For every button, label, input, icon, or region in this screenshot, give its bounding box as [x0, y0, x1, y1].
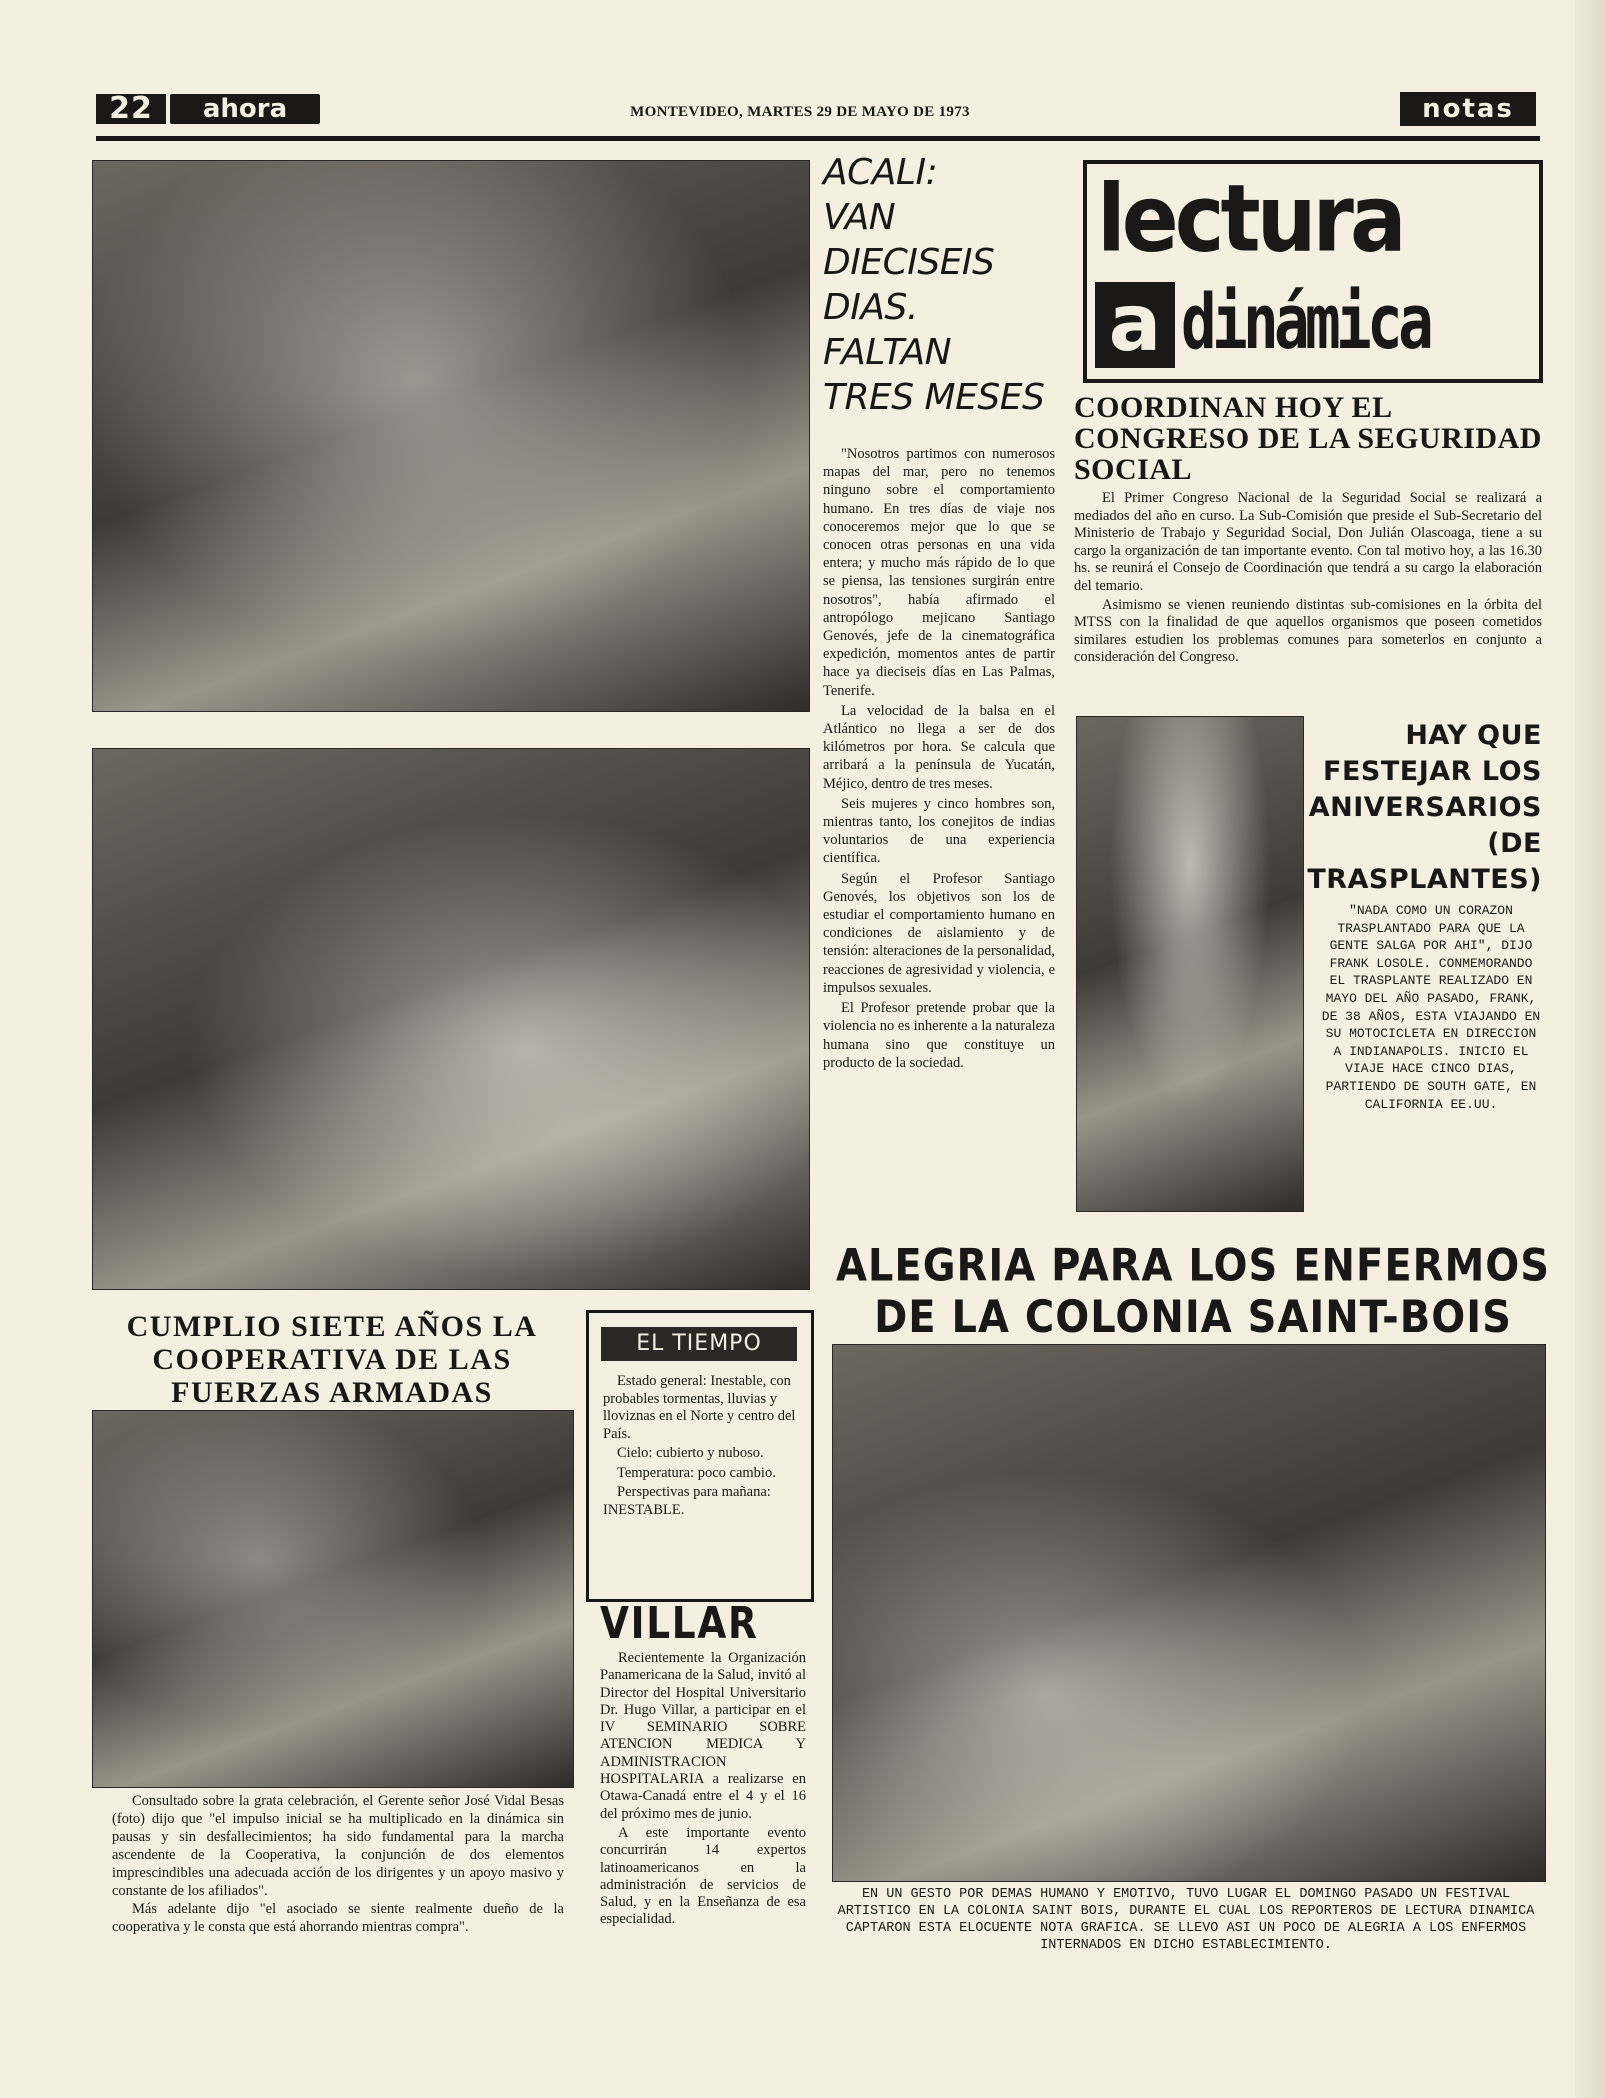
weather-box	[586, 1310, 814, 1602]
acali-headline-line: ACALI:	[823, 152, 938, 193]
alegria-headline	[833, 1240, 1553, 1343]
acali-headline-line: DIECISEIS	[823, 242, 995, 283]
dateline: MONTEVIDEO, MARTES 29 DE MAYO DE 1973	[630, 104, 970, 120]
weather-paragraph: Temperatura: poco cambio.	[617, 1464, 776, 1481]
cooperativa-body	[112, 1792, 564, 1936]
coordinan-paragraph: El Primer Congreso Nacional de la Seguridad Social se realizará a mediados del año en curso. La Sub-Comisión que preside el Sub-Secretario del Ministerio de Trabajo y Seguridad Social, Don Julián Olascoaga, tiene a su cargo la organización de tan importante evento. Con tal motivo hoy, a las 16.30 hs. se reunirá el Consejo de Coordinación que tendrá a su cargo la elaboración del temario.	[1074, 490, 1542, 594]
page-edge	[1575, 0, 1606, 2098]
acali-headline	[823, 150, 1053, 420]
acali-headline-line: FALTAN	[823, 332, 952, 373]
raft-crew-photo	[92, 748, 810, 1290]
saint-bois-musicians-photo	[832, 1344, 1546, 1882]
trasplantes-body: "NADA COMO UN CORAZON TRASPLANTADO PARA QUE LA GENTE SALGA POR AHI", DIJO FRANK LOSOLE. CONMEMORANDO EL TRASPLANTE REALIZADO EN MAYO DEL AÑO PASADO, FRANK, DE 38 AÑOS, ESTA VIAJANDO EN SU MOTOCICLETA EN DIRECCION A INDIANAPOLIS. INICIO EL VIAJE HACE CINCO DIAS, PARTIENDO DE SOUTH GATE, EN CALIFORNIA EE.UU.	[1321, 903, 1541, 1112]
section-name: ahora	[170, 94, 320, 124]
lectura-dinamica-logo	[1083, 160, 1543, 383]
acali-body	[823, 445, 1055, 1074]
acali-headline-line: DIAS.	[823, 287, 918, 328]
villar-paragraph: Recientemente la Organización Panamericana de la Salud, invitó al Director del Hospital Universitario Dr. Hugo Villar, a participar en el IV SEMINARIO SOBRE ATENCION MEDICA Y ADMINISTRACION HOSPITALARIA a realizarse en Otawa-Canadá entre el 4 y el 16 del próximo mes de junio.	[600, 1650, 806, 1822]
alegria-headline-line: ALEGRIA PARA LOS ENFERMOS	[835, 1240, 1551, 1292]
acali-paragraph: Según el Profesor Santiago Genovés, los objetivos son los de estudiar el comportamiento humano en condiciones de aislamiento y de tensión: alteraciones de la personalidad, reacciones de agresividad y violencia, e impulsos sexuales.	[823, 870, 1055, 996]
weather-paragraph: Perspectivas para mañana: INESTABLE.	[603, 1484, 771, 1518]
acali-headline-line: VAN	[823, 197, 896, 238]
trasplantes-headline: HAY QUE FESTEJAR LOS ANIVERSARIOS (DE TRASPLANTES)	[1307, 720, 1542, 895]
cooperativa-headline: CUMPLIO SIETE AÑOS LA COOPERATIVA DE LAS FUERZAS ARMADAS	[126, 1310, 538, 1409]
weather-title: EL TIEMPO	[601, 1327, 797, 1361]
alegria-headline-line: DE LA COLONIA SAINT-BOIS	[874, 1291, 1512, 1344]
cooperativa-paragraph: Más adelante dijo "el asociado se siente realmente dueño de la cooperativa y le consta que está ahorrando mientras compra".	[112, 1901, 564, 1935]
acali-paragraph: La velocidad de la balsa en el Atlántico no llega a ser de dos kilómetros por hora. Se calcula que arribará a la península de Yucatán, Méjico, dentro de tres meses.	[823, 702, 1055, 792]
acali-headline-line: TRES MESES	[823, 377, 1045, 418]
villar-body	[600, 1650, 806, 1931]
acali-paragraph: "Nosotros partimos con numerosos mapas del mar, pero no tenemos ninguno sobre el comportamiento humano. En tres días de viaje nos conoceremos mejor que lo que se conocen otras personas en una vida entera; y mucho más rápido de lo que se piensa, las tensiones surgirán entre nosotros", había afirmado el antropólogo mejicano Santiago Genovés, jefe de la cinematográfica expedición, momentos antes de partir hace ya dieciseis días en Las Palmas, Tenerife.	[823, 446, 1055, 699]
coordinan-body	[1074, 490, 1542, 668]
weather-paragraph: Estado general: Inestable, con probables tormentas, lluvias y lloviznas en el Norte y centro del País.	[603, 1373, 796, 1442]
logo-a: a	[1095, 282, 1175, 368]
villar-headline: VILLAR	[600, 1598, 759, 1649]
header-rule	[96, 136, 1540, 141]
logo-lectura: lectura	[1097, 164, 1403, 273]
motorcyclist-photo	[1076, 716, 1304, 1212]
coordinan-paragraph: Asimismo se vienen reuniendo distintas sub-comisiones en la órbita del MTSS con la finalidad de que aquellos organismos que poseen cometidos similares estudien los problemas comunes para someterlos en conjunto a consideración del Congreso.	[1074, 596, 1542, 666]
page-number: 22	[96, 94, 166, 124]
raft-interior-photo	[92, 160, 810, 712]
weather-paragraph: Cielo: cubierto y nuboso.	[617, 1445, 764, 1461]
acali-paragraph: Seis mujeres y cinco hombres son, mientras tanto, los conejitos de indias voluntarios de una experiencia científica.	[823, 795, 1055, 867]
section-tag: notas	[1400, 92, 1536, 126]
cooperativa-paragraph: Consultado sobre la grata celebración, el Gerente señor José Vidal Besas (foto) dijo que "el impulso inicial se ha multiplicado en la dinámica sin pausas y sin desfallecimientos; ha sido fundamental para la marcha ascendente de la Cooperativa, la conjunción de dos elementos imprescindibles una adecuada acción de los dirigentes y un apoyo masivo y constante de los afiliados".	[112, 1793, 564, 1899]
weather-body	[603, 1373, 799, 1521]
logo-dinamica: dinámica	[1181, 277, 1430, 366]
gerente-photo	[92, 1410, 574, 1788]
alegria-caption: EN UN GESTO POR DEMAS HUMANO Y EMOTIVO, TUVO LUGAR EL DOMINGO PASADO UN FESTIVAL ARTISTICO EN LA COLONIA SAINT BOIS, DURANTE EL CUAL LOS REPORTEROS DE LECTURA DINAMICA CAPTARON ESTA ELOCUENTE NOTA GRAFICA. SE LLEVO ASI UN POCO DE ALEGRIA A LOS ENFERMOS INTERNADOS EN DICHO ESTABLECIMIENTO.	[837, 1887, 1535, 1953]
villar-paragraph: A este importante evento concurrirán 14 expertos latinoamericanos en la administración de servicios de Salud, y en la Enseñanza de esa especialidad.	[600, 1824, 806, 1928]
acali-paragraph: El Profesor pretende probar que la violencia no es inherente a la naturaleza humana sino que constituye un producto de la sociedad.	[823, 1000, 1055, 1071]
coordinan-headline: COORDINAN HOY EL CONGRESO DE LA SEGURIDAD SOCIAL	[1074, 391, 1542, 486]
